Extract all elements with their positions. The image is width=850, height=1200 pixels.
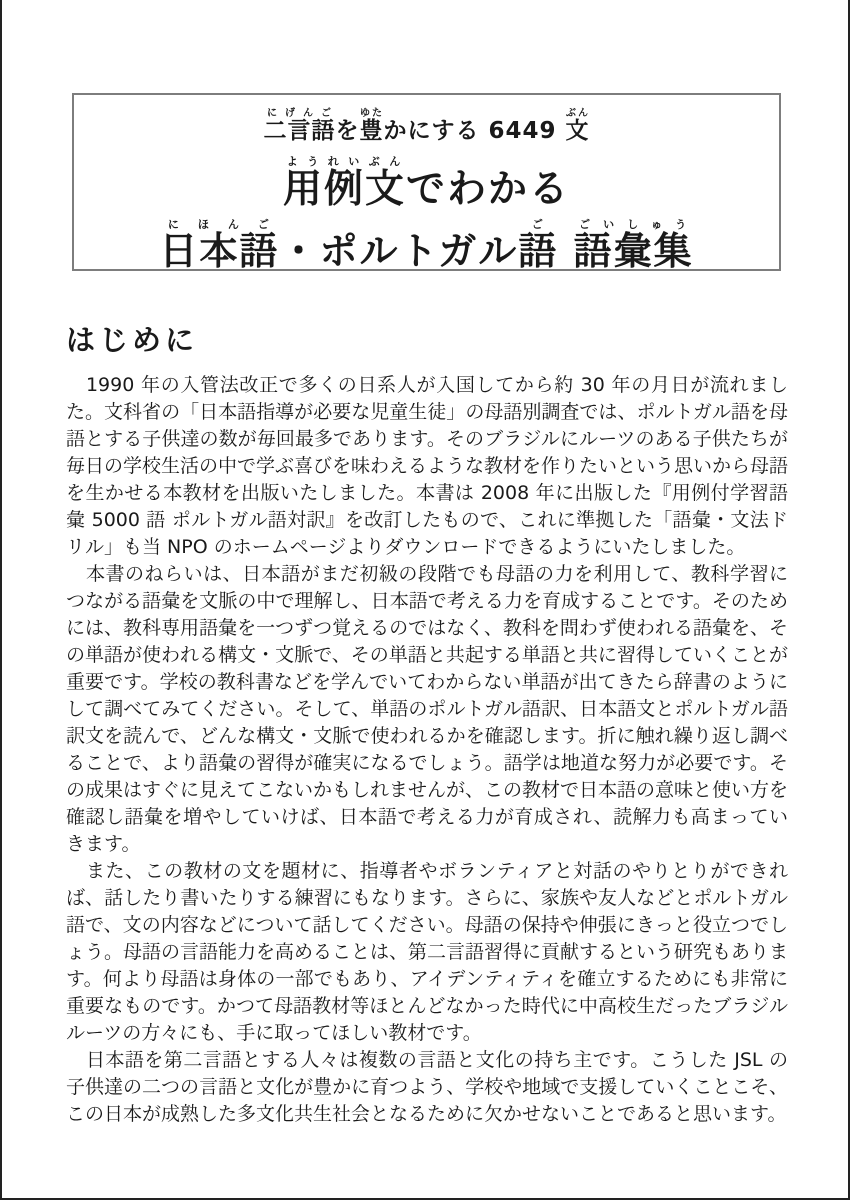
paragraph: 1990 年の入管法改正で多くの日系人が入国してから約 30 年の月日が流れました。文科省の「日本語指導が必要な児童生徒」の母語別調査では、ポルトガル語を母語とする子供達の数が毎回最多であります。そのブラジルにルーツのある子供たちが毎日の学校生活の中で学ぶ喜びを味わえるような教材を作りたいという思いから母語を生かせる本教材を出版いたしました。本書は 2008 年に出版した『用例付学習語彙 5000 語 ポルトガル語対訳』を改訂したもので、これに準拠した「語彙・文法ドリル」も当 NPO のホームページよりダウンロードできるようにいたしました。 <box>66 374 789 558</box>
title-box <box>72 93 781 271</box>
section-heading: はじめに <box>66 323 199 357</box>
book-tagline: 二言語にげんごを豊ゆたかにする 6449 文ぶん <box>263 108 590 144</box>
paragraph: 本書のねらいは、日本語がまだ初級の段階でも母語の力を利用して、教科学習につながる語彙を文脈の中で理解し、日本語で考える力を育成することです。そのためには、教科専用語彙を一つずつ覚えるのではなく、教科を問わず使われる語彙を、その単語が使われる構文・文脈で、その単語と共起する単語と共に習得していくことが重要です。学校の教科書などを学んでいてわからない単語が出てきたら辞書のようにして調べてみてください。そして、単語のポルトガル語訳、日本語文とポルトガル語訳文を読んで、どんな構文・文脈で使われるかを確認します。折に触れ繰り返し調べることで、より語彙の習得が確実になるでしょう。語学は地道な努力が必要です。その成果はすぐに見えてこないかもしれませんが、この教材で日本語の意味と使い方を確認し語彙を増やしていけば、日本語で考える力が育成され、読解力も高まっていきます。 <box>66 563 789 855</box>
book-title-line-1: 用例文ようれいぶんでわかる <box>282 155 571 213</box>
paragraph: また、この教材の文を題材に、指導者やボランティアと対話のやりとりができれば、話したり書いたりする練習にもなります。さらに、家族や友人などとポルトガル語で、文の内容などについて話してください。母語の保持や伸張にきっと役立つでしょう。母語の言語能力を高めることは、第二言語習得に貢献するという研究もあります。何より母語は身体の一部でもあり、アイデンティティを確立するためにも非常に重要なものです。かつて母語教材等ほとんどなかった時代に中高校生だったブラジルルーツの方々にも、手に取ってほしい教材です。 <box>66 860 789 1044</box>
book-title-line-2: 日本語にほんご・ポルトガル語ご 語彙集ごいしゅう <box>159 218 694 271</box>
paragraph: 日本語を第二言語とする人々は複数の言語と文化の持ち主です。こうした JSL の子供達の二つの言語と文化が豊かに育つよう、学校や地域で支援していくことこそ、この日本が成熟した多文化共生社会となるために欠かせないことであると思います。 <box>66 1049 788 1125</box>
intro-text <box>66 372 788 1128</box>
